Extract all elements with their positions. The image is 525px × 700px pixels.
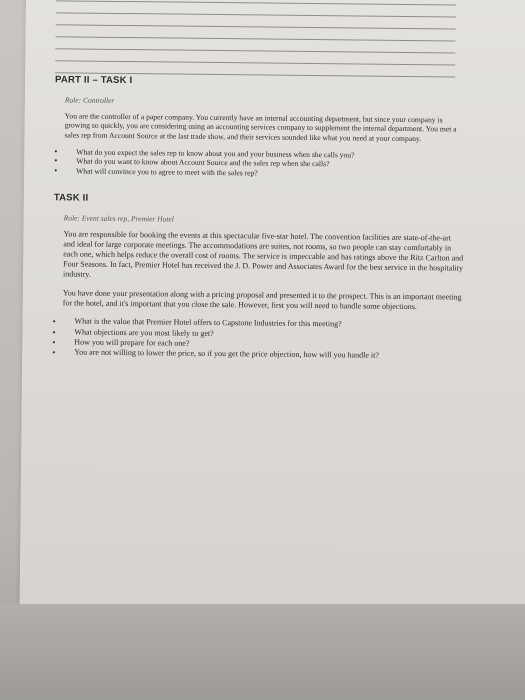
rule-line	[55, 60, 455, 65]
task-two-paragraph-1: You are responsible for booking the events at this spectacular five-star hotel. The convention facilities are state-of-the-art and ideal for large corporate meetings. The accommodations are suites, not rooms, so two people can stay comfortably in each one, which helps reduce the overall cost of rooms. The service is impeccable and has ratings above the Ritz Carlton and Four Seasons. In fact, Premier Hotel has received the J. D. Power and Associates Award for the best service in the hospitality industry.	[62, 229, 464, 280]
document-page	[20, 0, 525, 609]
rule-line	[56, 0, 456, 5]
question-text: What will convince you to agree to meet with the sales rep?	[76, 166, 258, 178]
task-one-paragraph: You are the controller of a paper company. You currently have an internal accounting department, but since your company is growing so quickly, you are considering using an accounting services company to supplement the internal department. You met a sales rep from Account Source at the last trade show, and their services sounded like what you need at your company.	[64, 111, 457, 143]
rule-line	[56, 36, 456, 41]
bullet-icon: •	[54, 155, 58, 166]
task-two-section	[52, 192, 464, 362]
rule-line	[56, 24, 456, 29]
question-text: How you will prepare for each one?	[74, 337, 190, 348]
rule-line	[56, 12, 456, 17]
task-two-heading: TASK II	[53, 191, 89, 204]
rule-line	[55, 48, 455, 53]
bullet-icon: •	[54, 165, 58, 176]
task-one-role: Role: Controller	[64, 95, 115, 105]
question-text: What objections are you most likely to get?	[74, 327, 214, 338]
bullet-icon: •	[52, 337, 56, 348]
task-two-paragraph-2: You have done your presentation along with a pricing proposal and presented it to the prospect. This is an important meeting for the hotel, and it's important that you close the sale. However, first you will need to handle some objections.	[62, 288, 462, 312]
task-one-heading: PART II – TASK I	[55, 74, 133, 87]
bullet-icon: •	[52, 347, 56, 358]
bullet-icon: •	[54, 146, 58, 157]
task-one-questions	[54, 147, 464, 180]
document-content	[52, 74, 465, 378]
task-two-questions	[52, 316, 462, 362]
question-text: What do you expect the sales rep to know about you and your business when she calls you?	[76, 147, 355, 160]
question-text: What is the value that Premier Hotel offers to Capstone Industries for this meeting?	[74, 316, 342, 329]
task-one-section	[54, 74, 465, 180]
task-two-role: Role: Event sales rep, Premier Hotel	[63, 213, 174, 224]
desk-surface	[0, 604, 525, 700]
bullet-icon: •	[52, 316, 56, 327]
question-text: What do you want to know about Account Source and the sales rep when she calls?	[76, 157, 330, 169]
bullet-icon: •	[52, 326, 56, 337]
question-text: You are not willing to lower the price, so if you get the price objection, how will you handle it?	[74, 347, 379, 361]
